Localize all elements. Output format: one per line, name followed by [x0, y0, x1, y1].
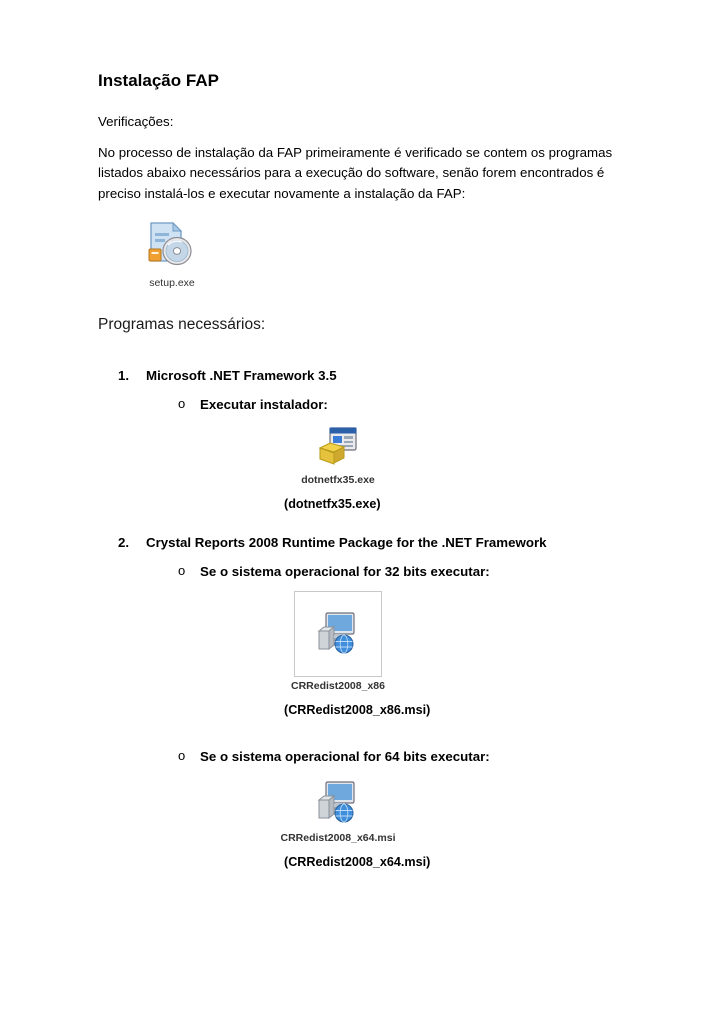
list-bullet: o	[178, 562, 186, 578]
sublist-item-label: Executar instalador:	[200, 396, 328, 412]
list-item-dotnet	[118, 367, 626, 511]
intro-paragraph: No processo de instalação da FAP primeiramente é verificado se contem os programas listados abaixo necessários para a execução do software, senão forem encontrados é preciso instalá-los e executar novamente a instalação da FAP:	[98, 144, 613, 201]
setup-exe-icon-caption: setup.exe	[149, 276, 195, 289]
crredist-x86-icon-frame	[294, 591, 382, 677]
list-item-number: 1.	[118, 367, 130, 383]
crredist-x64-icon	[313, 776, 363, 829]
list-item-label: Microsoft .NET Framework 3.5	[146, 367, 337, 383]
setup-exe-icon-block	[112, 219, 232, 290]
crredist-x86-icon	[313, 607, 363, 660]
programs-heading: Programas necessários:	[98, 315, 266, 333]
setup-exe-icon	[145, 219, 199, 274]
programs-list	[98, 368, 626, 869]
dotnetfx-icon-caption: dotnetfx35.exe	[301, 473, 375, 486]
crredist-x86-icon-caption: CRRedist2008_x86	[291, 679, 385, 692]
crredist-x86-file-caption: (CRRedist2008_x86.msi)	[284, 702, 431, 717]
crredist-x86-icon-block	[278, 591, 398, 693]
list-item-number: 2.	[118, 534, 130, 550]
verifications-label: Verificações:	[98, 114, 174, 130]
list-item-label: Crystal Reports 2008 Runtime Package for the .NET Framework	[146, 534, 547, 550]
list-bullet: o	[178, 747, 186, 763]
crredist-x64-icon-caption: CRRedist2008_x64.msi	[280, 831, 396, 844]
crredist-x64-icon-block	[278, 776, 398, 845]
sublist-item-run-installer	[178, 395, 626, 511]
crredist-x64-file-caption: (CRRedist2008_x64.msi)	[284, 855, 431, 870]
dotnetfx-icon-block	[278, 424, 398, 487]
page-title: Instalação FAP	[98, 71, 219, 90]
sublist-item-label: Se o sistema operacional for 64 bits executar:	[200, 748, 490, 764]
dotnetfx-installer-icon	[316, 424, 360, 471]
list-bullet: o	[178, 395, 186, 411]
list-item-crystal-reports	[118, 534, 626, 870]
sublist-dotnet	[146, 397, 626, 511]
sublist-item-32bit	[178, 562, 626, 717]
dotnetfx-file-caption: (dotnetfx35.exe)	[284, 496, 381, 511]
sublist-item-label: Se o sistema operacional for 32 bits executar:	[200, 563, 490, 579]
sublist-item-64bit	[178, 747, 626, 870]
sublist-crystal-reports	[146, 564, 626, 869]
